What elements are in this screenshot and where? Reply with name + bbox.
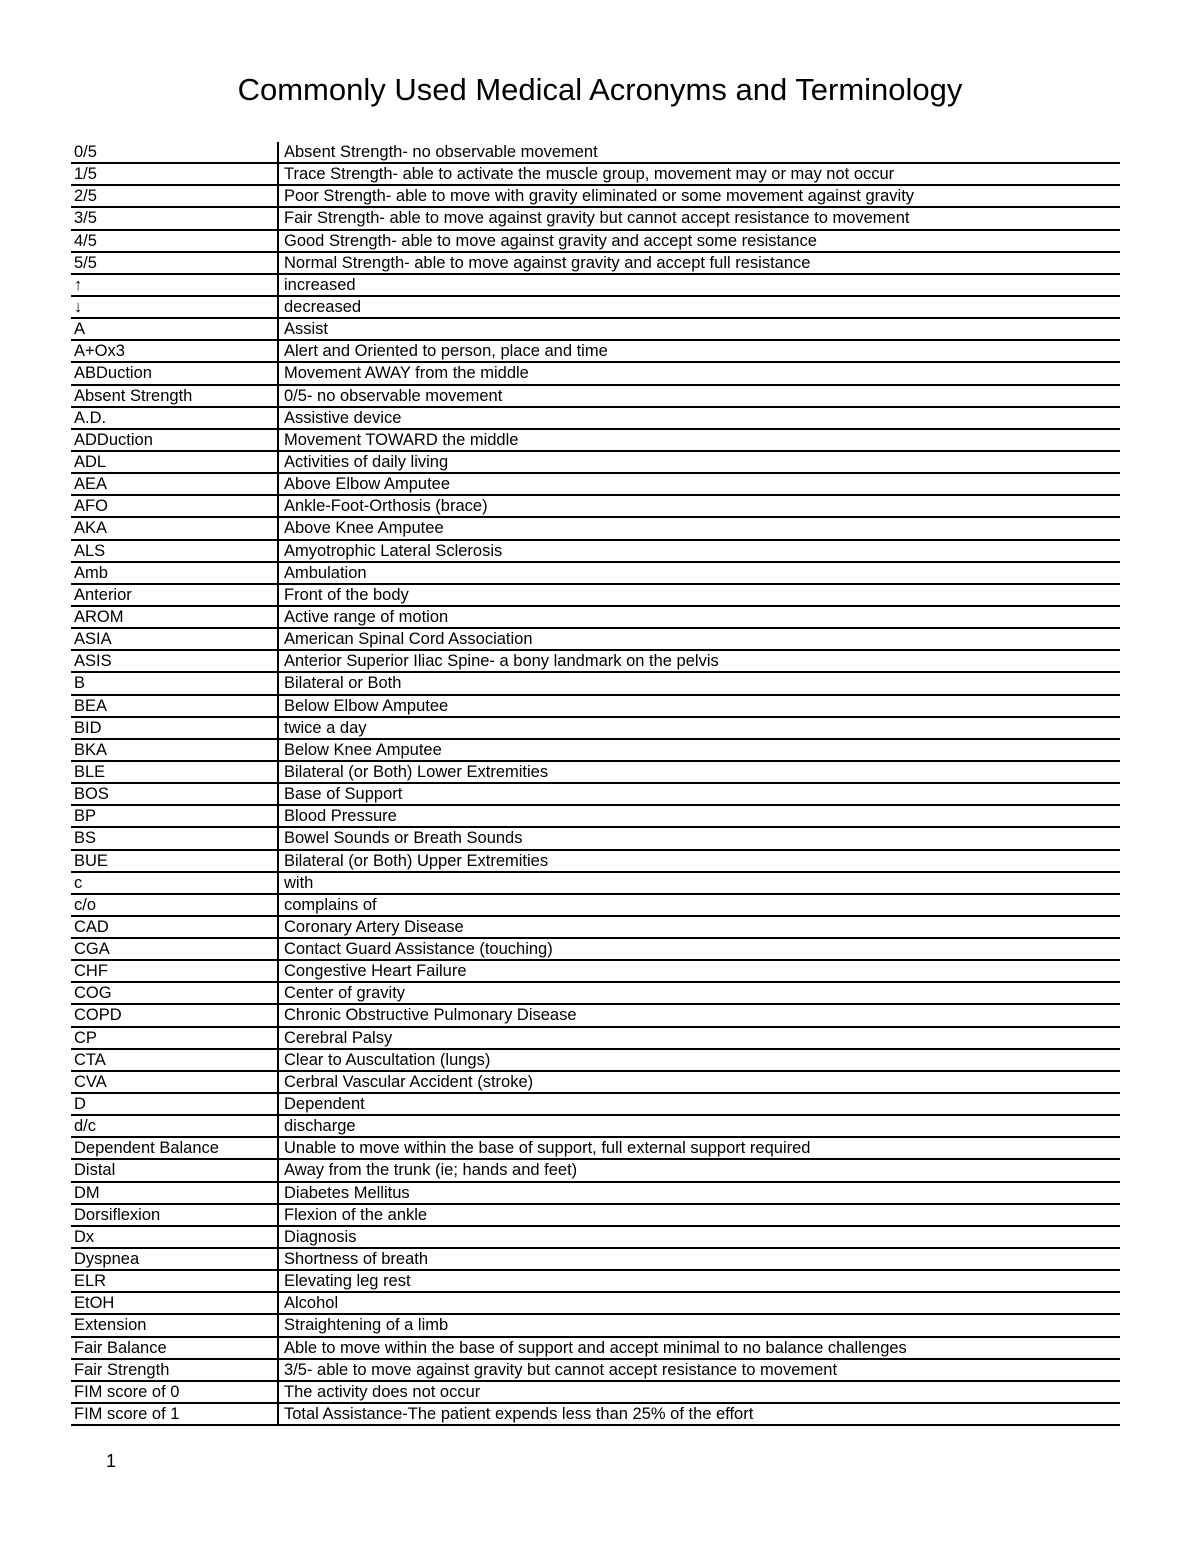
glossary-definition: Assist	[277, 319, 1120, 339]
glossary-definition: Shortness of breath	[277, 1249, 1120, 1269]
glossary-term: D	[74, 1095, 86, 1114]
glossary-term: ADL	[74, 452, 107, 471]
glossary-term: CTA	[74, 1050, 106, 1069]
glossary-row	[71, 164, 1120, 186]
glossary-term: A	[74, 320, 86, 339]
glossary-definition: Bilateral (or Both) Lower Extremities	[277, 762, 1120, 782]
glossary-term: ABDuction	[74, 364, 152, 383]
glossary-row	[71, 629, 1120, 651]
glossary-row	[71, 740, 1120, 762]
glossary-row	[71, 917, 1120, 939]
glossary-term: AKA	[74, 519, 108, 538]
glossary-term: EtOH	[74, 1294, 115, 1313]
glossary-definition: Elevating leg rest	[277, 1271, 1120, 1291]
glossary-term: BS	[74, 829, 97, 848]
glossary-term: c	[74, 873, 83, 892]
glossary-row	[71, 1227, 1120, 1249]
glossary-definition: Diabetes Mellitus	[277, 1183, 1120, 1203]
glossary-term: A+Ox3	[74, 342, 125, 361]
glossary-term: B	[74, 674, 86, 693]
glossary-row	[71, 784, 1120, 806]
glossary-term: ASIS	[74, 652, 112, 671]
glossary-term: ELR	[74, 1272, 107, 1291]
glossary-definition: American Spinal Cord Association	[277, 629, 1120, 649]
glossary-term: A.D.	[74, 408, 107, 427]
glossary-term: FIM score of 1	[74, 1405, 180, 1424]
glossary-row	[71, 341, 1120, 363]
glossary-row	[71, 1005, 1120, 1027]
glossary-definition: Trace Strength- able to activate the muscle group, movement may or may not occur	[277, 164, 1120, 184]
glossary-term: Distal	[74, 1161, 116, 1180]
glossary-row	[71, 961, 1120, 983]
glossary-term: CHF	[74, 962, 108, 981]
glossary-definition: Below Knee Amputee	[277, 740, 1120, 760]
glossary-definition: Front of the body	[277, 585, 1120, 605]
glossary-definition: Movement TOWARD the middle	[277, 430, 1120, 450]
glossary-row	[71, 186, 1120, 208]
glossary-term: 0/5	[74, 143, 97, 161]
glossary-definition: Congestive Heart Failure	[277, 961, 1120, 981]
glossary-term: BID	[74, 718, 102, 737]
glossary-row	[71, 541, 1120, 563]
glossary-row	[71, 1028, 1120, 1050]
glossary-row	[71, 983, 1120, 1005]
glossary-row	[71, 253, 1120, 275]
glossary-term: AFO	[74, 497, 108, 516]
glossary-row	[71, 1094, 1120, 1116]
glossary-definition: Center of gravity	[277, 983, 1120, 1003]
glossary-row	[71, 939, 1120, 961]
glossary-definition: Ankle-Foot-Orthosis (brace)	[277, 496, 1120, 516]
glossary-row	[71, 496, 1120, 518]
glossary-term: d/c	[74, 1117, 97, 1136]
glossary-row	[71, 1249, 1120, 1271]
glossary-definition: Base of Support	[277, 784, 1120, 804]
glossary-row	[71, 1271, 1120, 1293]
glossary-definition: Chronic Obstructive Pulmonary Disease	[277, 1005, 1120, 1025]
glossary-term: DM	[74, 1183, 100, 1202]
glossary-term: ASIA	[74, 630, 112, 649]
glossary-row	[71, 1360, 1120, 1382]
glossary-term: 2/5	[74, 187, 97, 206]
glossary-definition: Contact Guard Assistance (touching)	[277, 939, 1120, 959]
glossary-definition: Assistive device	[277, 408, 1120, 428]
page-number: 1	[106, 1451, 117, 1471]
glossary-term: Dx	[74, 1227, 95, 1246]
glossary-row	[71, 363, 1120, 385]
glossary-definition: Bowel Sounds or Breath Sounds	[277, 828, 1120, 848]
glossary-term: Absent Strength	[74, 386, 193, 405]
glossary-row	[71, 651, 1120, 673]
glossary-term: 3/5	[74, 209, 97, 228]
glossary-row	[71, 718, 1120, 740]
glossary-term: 4/5	[74, 231, 97, 250]
glossary-term: AEA	[74, 475, 108, 494]
glossary-row	[71, 1072, 1120, 1094]
glossary-term: 5/5	[74, 253, 97, 272]
glossary-row	[71, 673, 1120, 695]
glossary-term: BOS	[74, 785, 109, 804]
glossary-definition: 3/5- able to move against gravity but cannot accept resistance to movement	[277, 1360, 1120, 1380]
glossary-term: Fair Balance	[74, 1338, 167, 1357]
glossary-row	[71, 1315, 1120, 1337]
glossary-definition: increased	[277, 275, 1120, 295]
glossary-term: CGA	[74, 940, 110, 959]
glossary-definition: twice a day	[277, 718, 1120, 738]
glossary-term: ADDuction	[74, 430, 153, 449]
glossary-definition: Active range of motion	[277, 607, 1120, 627]
glossary-definition: 0/5- no observable movement	[277, 386, 1120, 406]
glossary-term: CVA	[74, 1072, 107, 1091]
glossary-row	[71, 585, 1120, 607]
glossary-term: Dorsiflexion	[74, 1205, 161, 1224]
glossary-definition: Clear to Auscultation (lungs)	[277, 1050, 1120, 1070]
glossary-row	[71, 895, 1120, 917]
glossary-row	[71, 1116, 1120, 1138]
glossary-row	[71, 319, 1120, 341]
glossary-definition: Total Assistance-The patient expends less than 25% of the effort	[277, 1404, 1120, 1424]
glossary-definition: Movement AWAY from the middle	[277, 363, 1120, 383]
glossary-definition: discharge	[277, 1116, 1120, 1136]
glossary-term: BUE	[74, 851, 108, 870]
glossary-definition: Activities of daily living	[277, 452, 1120, 472]
glossary-definition: Fair Strength- able to move against gravity but cannot accept resistance to movement	[277, 208, 1120, 228]
glossary-row	[71, 1293, 1120, 1315]
glossary-row	[71, 806, 1120, 828]
glossary-definition: decreased	[277, 297, 1120, 317]
glossary-term: COG	[74, 984, 112, 1003]
glossary-row	[71, 762, 1120, 784]
glossary-term: CP	[74, 1028, 97, 1047]
glossary-row	[71, 408, 1120, 430]
glossary-definition: Cerbral Vascular Accident (stroke)	[277, 1072, 1120, 1092]
glossary-row	[71, 208, 1120, 230]
glossary-definition: Bilateral (or Both) Upper Extremities	[277, 851, 1120, 871]
glossary-definition: Able to move within the base of support and accept minimal to no balance challenges	[277, 1338, 1120, 1358]
glossary-row	[71, 142, 1120, 164]
glossary-term: Dyspnea	[74, 1250, 140, 1269]
glossary-definition: Away from the trunk (ie; hands and feet)	[277, 1160, 1120, 1180]
glossary-row	[71, 1205, 1120, 1227]
glossary-term: Extension	[74, 1316, 147, 1335]
glossary-row	[71, 231, 1120, 253]
glossary-term: c/o	[74, 895, 97, 914]
glossary-definition: Poor Strength- able to move with gravity eliminated or some movement against gravity	[277, 186, 1120, 206]
glossary-term: Fair Strength	[74, 1360, 170, 1379]
glossary-definition: The activity does not occur	[277, 1382, 1120, 1402]
glossary-definition: Ambulation	[277, 563, 1120, 583]
glossary-row	[71, 452, 1120, 474]
glossary-definition: Absent Strength- no observable movement	[277, 142, 1120, 162]
glossary-definition: Flexion of the ankle	[277, 1205, 1120, 1225]
glossary-term: FIM score of 0	[74, 1382, 180, 1401]
glossary-definition: with	[277, 873, 1120, 893]
glossary-term: Dependent Balance	[74, 1139, 219, 1158]
glossary-row	[71, 1183, 1120, 1205]
glossary-definition: Unable to move within the base of support, full external support required	[277, 1138, 1120, 1158]
glossary-row	[71, 430, 1120, 452]
glossary-definition: Anterior Superior Iliac Spine- a bony landmark on the pelvis	[277, 651, 1120, 671]
glossary-term: 1/5	[74, 165, 97, 184]
glossary-term: CAD	[74, 917, 109, 936]
glossary-definition: Alcohol	[277, 1293, 1120, 1313]
glossary-term: BP	[74, 807, 97, 826]
glossary-row	[71, 1338, 1120, 1360]
glossary-definition: Above Knee Amputee	[277, 518, 1120, 538]
glossary-definition: Amyotrophic Lateral Sclerosis	[277, 541, 1120, 561]
glossary-definition: Bilateral or Both	[277, 673, 1120, 693]
glossary-row	[71, 1138, 1120, 1160]
glossary-definition: Cerebral Palsy	[277, 1028, 1120, 1048]
glossary-definition: Below Elbow Amputee	[277, 696, 1120, 716]
glossary-table	[71, 142, 1120, 1426]
glossary-term: Anterior	[74, 585, 132, 604]
glossary-definition: Dependent	[277, 1094, 1120, 1114]
glossary-definition: Coronary Artery Disease	[277, 917, 1120, 937]
glossary-row	[71, 297, 1120, 319]
glossary-definition: Blood Pressure	[277, 806, 1120, 826]
glossary-definition: Diagnosis	[277, 1227, 1120, 1247]
glossary-term: BEA	[74, 696, 108, 715]
glossary-row	[71, 1050, 1120, 1072]
glossary-definition: Alert and Oriented to person, place and time	[277, 341, 1120, 361]
glossary-row	[71, 873, 1120, 895]
glossary-term: ↓	[74, 297, 83, 316]
glossary-definition: Normal Strength- able to move against gravity and accept full resistance	[277, 253, 1120, 273]
glossary-row	[71, 851, 1120, 873]
page-title: Commonly Used Medical Acronyms and Terminology	[237, 72, 963, 107]
glossary-row	[71, 275, 1120, 297]
glossary-term: BLE	[74, 762, 106, 781]
glossary-row	[71, 518, 1120, 540]
glossary-row	[71, 1382, 1120, 1404]
glossary-term: AROM	[74, 607, 124, 626]
glossary-term: ALS	[74, 541, 106, 560]
glossary-term: COPD	[74, 1006, 122, 1025]
glossary-row	[71, 563, 1120, 585]
glossary-row	[71, 696, 1120, 718]
glossary-definition: Straightening of a limb	[277, 1315, 1120, 1335]
glossary-term: Amb	[74, 563, 108, 582]
glossary-row	[71, 386, 1120, 408]
glossary-definition: Above Elbow Amputee	[277, 474, 1120, 494]
glossary-row	[71, 1160, 1120, 1182]
glossary-row	[71, 1404, 1120, 1426]
glossary-definition: complains of	[277, 895, 1120, 915]
glossary-term: BKA	[74, 740, 108, 759]
glossary-row	[71, 474, 1120, 496]
glossary-row	[71, 828, 1120, 850]
glossary-definition: Good Strength- able to move against gravity and accept some resistance	[277, 231, 1120, 251]
glossary-row	[71, 607, 1120, 629]
glossary-term: ↑	[74, 275, 83, 294]
